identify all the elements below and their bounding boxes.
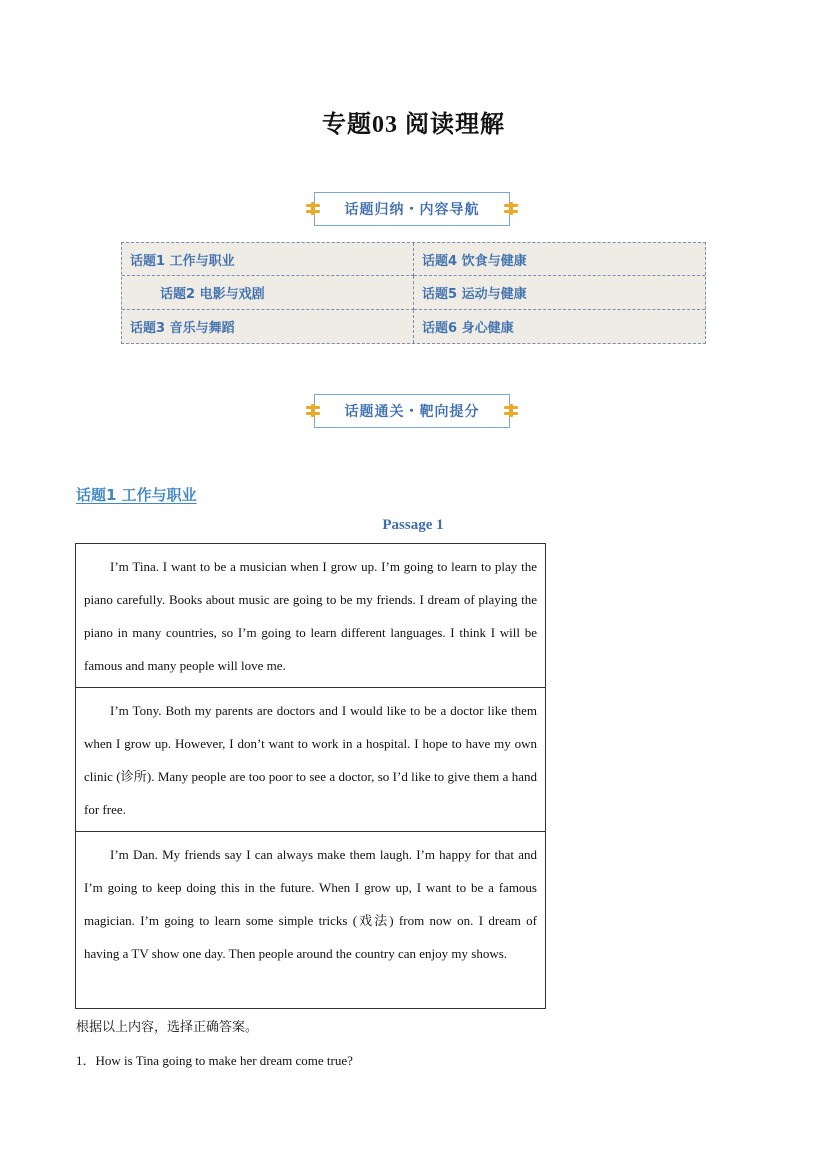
banner-ornament-icon [306, 202, 320, 216]
passage-title: Passage 1 [382, 517, 444, 533]
section-heading-topic-1[interactable]: 话题1 工作与职业 [76, 486, 197, 504]
topic-link-1[interactable]: 话题1 工作与职业 [122, 243, 414, 276]
banner-ornament-icon [504, 202, 518, 216]
topic-link-6[interactable]: 话题6 身心健康 [422, 320, 514, 336]
question-1: 1．How is Tina going to make her dream come true? [76, 1053, 353, 1068]
banner-label: 话题归纳・内容导航 [344, 202, 480, 218]
topic-link-4[interactable]: 话题4 饮食与健康 [414, 243, 705, 276]
passage-paragraph-dan: I’m Dan. My friends say I can always make them laugh. I’m happy for that and I’m going to keep doing this in the future. When I grow up, I want to be a famous magician. I’m going to learn some simple tricks (戏法) from now on. I dream of having a TV show one day. Then people around the country can enjoy my shows. [84, 847, 537, 961]
topic-link-5[interactable]: 话题5 运动与健康 [414, 276, 705, 309]
section-banner-navigation [314, 192, 510, 226]
passage-box [75, 543, 546, 1009]
banner-label: 话题通关・靶向提分 [344, 404, 480, 420]
passage-paragraph-tina: I’m Tina. I want to be a musician when I grow up. I’m going to learn to play the piano carefully. Books about music are going to be my friends. I dream of playing the piano in many countries, so I’m going to learn different languages. I think I will be famous and many people will love me. [76, 550, 545, 688]
passage-paragraph-tony: I’m Tony. Both my parents are doctors and I would like to be a doctor like them when I grow up. However, I don’t want to work in a hospital. I hope to have my own clinic (诊所). Many people are too poor to see a doctor, so I’d like to give them a hand for free. [76, 688, 545, 832]
topic-link-2[interactable]: 话题2 电影与戏剧 [122, 276, 414, 309]
question-instruction: 根据以上内容，选择正确答案。 [76, 1020, 259, 1035]
banner-ornament-icon [504, 404, 518, 418]
page-title: 专题03 阅读理解 [322, 112, 505, 138]
topic-link-3[interactable]: 话题3 音乐与舞蹈 [122, 310, 414, 343]
topic-navigation-table [121, 242, 706, 344]
section-banner-practice [314, 394, 510, 428]
banner-ornament-icon [306, 404, 320, 418]
